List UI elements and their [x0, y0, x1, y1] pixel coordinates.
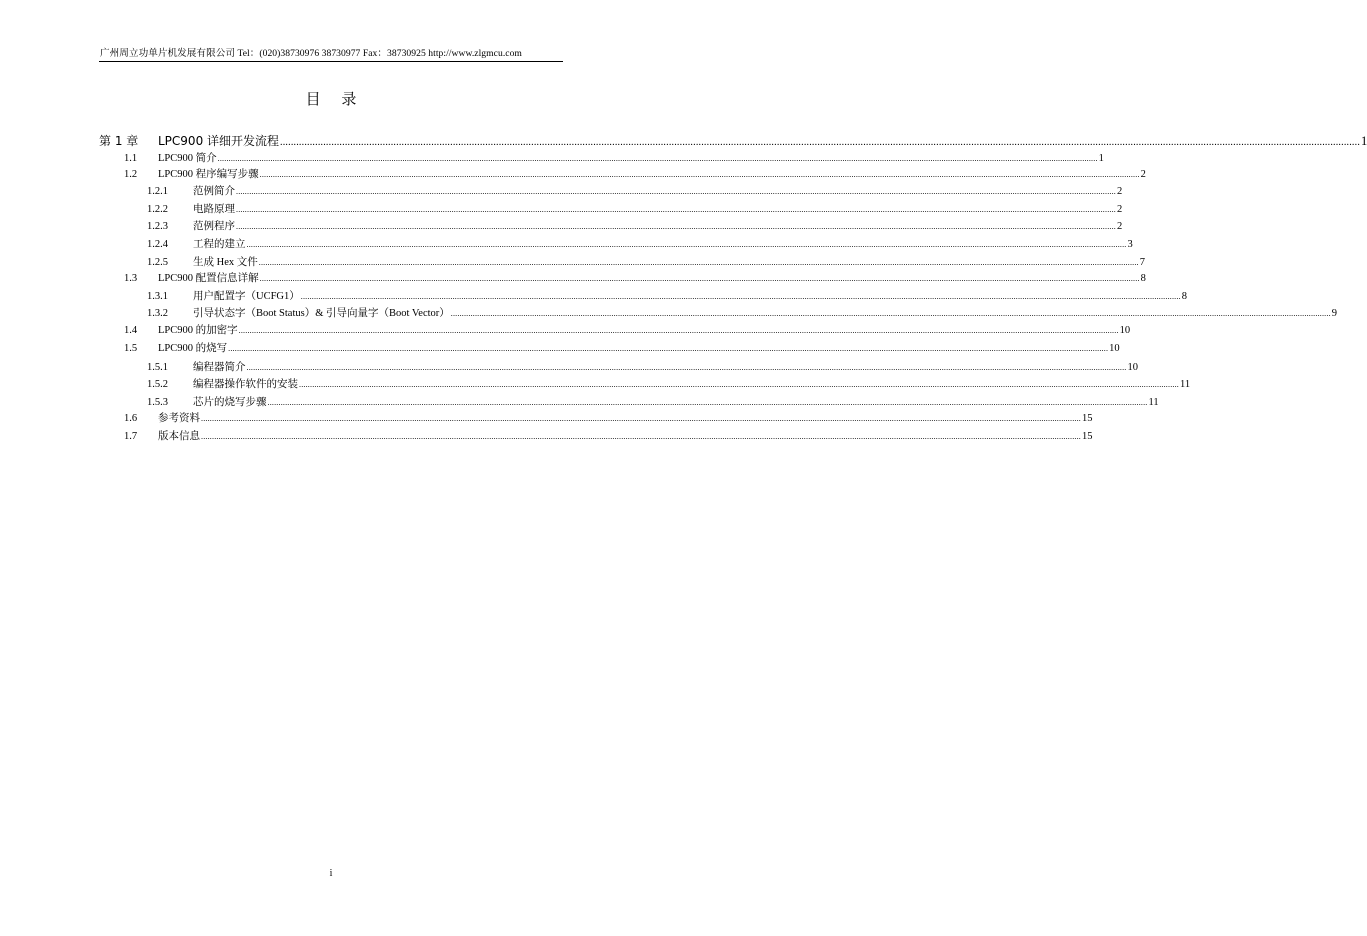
toc-leader-dots: ................................................................................................................................................................................................................................................................................................................................................................................................................ [259, 170, 1140, 179]
header-rule [99, 61, 563, 62]
toc-leader-dots: ................................................................................................................................................................................................................................................................................................................................................................................................................ [228, 344, 1109, 353]
toc-title: LPC900 的加密字 [158, 325, 238, 336]
toc-leader-dots: ................................................................................................................................................................................................................................................................................................................................................................................................................ [280, 137, 1361, 148]
toc-title: LPC900 简介 [158, 153, 217, 164]
toc-page-number: 3 [1127, 239, 1133, 250]
toc-page-number: 8 [1181, 291, 1188, 302]
toc-page-number: 8 [1140, 273, 1146, 284]
toc-number: 1.5 [124, 343, 138, 354]
toc-leader-dots: ................................................................................................................................................................................................................................................................................................................................................................................................................ [267, 398, 1148, 407]
toc-row[interactable] [0, 360, 1138, 376]
toc-leader-dots: ................................................................................................................................................................................................................................................................................................................................................................................................................ [236, 222, 1116, 231]
toc-number: 1.3.1 [147, 291, 168, 302]
toc-number: 1.1 [124, 153, 138, 164]
toc-number: 1.4 [124, 325, 138, 336]
toc-row[interactable] [0, 377, 1191, 393]
toc-number: 1.3 [124, 273, 138, 284]
toc-page-number: 2 [1117, 204, 1123, 215]
toc-number: 1.2.5 [147, 257, 168, 268]
page-number: i [329, 868, 333, 879]
toc-title: 引导状态字（Boot Status）& 引导向量字（Boot Vector） [193, 308, 450, 319]
toc-title: 工程的建立 [193, 239, 246, 250]
toc-page-number: 10 [1127, 362, 1138, 373]
toc-page-number: 11 [1148, 397, 1159, 408]
toc-row[interactable] [0, 202, 1123, 218]
toc-title: LPC900 程序编写步骤 [158, 169, 259, 180]
toc-page-number: 10 [1109, 343, 1120, 354]
toc-number: 1.2.2 [147, 204, 168, 215]
toc-number: 1.2.4 [147, 239, 168, 250]
toc-leader-dots: ................................................................................................................................................................................................................................................................................................................................................................................................................ [450, 309, 1331, 318]
toc-page-number: 1 [1361, 134, 1367, 148]
toc-row[interactable] [0, 271, 1146, 287]
toc-leader-dots: ................................................................................................................................................................................................................................................................................................................................................................................................................ [300, 292, 1181, 301]
toc-number: 1.5.2 [147, 379, 168, 390]
toc-page-number: 10 [1119, 325, 1131, 336]
toc-row[interactable] [0, 341, 1120, 357]
toc-row[interactable] [0, 411, 1093, 427]
toc-page-number: 7 [1139, 257, 1145, 268]
toc-row[interactable] [0, 323, 1131, 339]
toc-page-number: 2 [1140, 169, 1146, 180]
toc-row[interactable] [0, 429, 1093, 445]
toc-page-number: 9 [1331, 308, 1338, 319]
page-title: 目 录 [305, 90, 365, 108]
toc-number: 1.7 [124, 431, 138, 442]
toc-leader-dots: ................................................................................................................................................................................................................................................................................................................................................................................................................ [246, 240, 1127, 249]
toc-page-number: 15 [1082, 413, 1093, 424]
toc-row[interactable] [0, 255, 1145, 271]
toc-row[interactable] [0, 151, 1104, 167]
toc-number: 1.5.3 [147, 397, 168, 408]
toc-leader-dots: ................................................................................................................................................................................................................................................................................................................................................................................................................ [236, 187, 1116, 196]
toc-page-number: 2 [1117, 221, 1123, 232]
toc-page-number: 15 [1082, 431, 1093, 442]
toc-leader-dots: ................................................................................................................................................................................................................................................................................................................................................................................................................ [299, 380, 1179, 389]
toc-leader-dots: ................................................................................................................................................................................................................................................................................................................................................................................................................ [236, 205, 1116, 214]
toc-title: 范例程序 [193, 221, 235, 232]
toc-row[interactable] [0, 289, 1188, 305]
toc-leader-dots: ................................................................................................................................................................................................................................................................................................................................................................................................................ [201, 414, 1081, 423]
toc-title: 电路原理 [193, 204, 235, 215]
toc-number: 1.2.3 [147, 221, 168, 232]
toc-title: 编程器简介 [193, 362, 246, 373]
page-header: 广州周立功单片机发展有限公司 Tel：(020)38730976 38730977 Fax：38730925 http://www.zlgmcu.com [100, 48, 522, 59]
toc-title: 参考资料 [158, 413, 200, 424]
toc-chapter-row[interactable] [0, 131, 1367, 151]
toc-page-number: 2 [1117, 186, 1123, 197]
toc-row[interactable] [0, 306, 1338, 322]
toc-title: 编程器操作软件的安装 [193, 379, 298, 390]
toc-number: 1.2 [124, 169, 138, 180]
toc-number: 1.2.1 [147, 186, 168, 197]
toc-title: 用户配置字（UCFG1） [193, 291, 300, 302]
toc-title: 版本信息 [158, 431, 200, 442]
toc-number: 1.6 [124, 413, 138, 424]
toc-leader-dots: ................................................................................................................................................................................................................................................................................................................................................................................................................ [246, 363, 1127, 372]
toc-leader-dots: ................................................................................................................................................................................................................................................................................................................................................................................................................ [201, 432, 1081, 441]
toc-leader-dots: ................................................................................................................................................................................................................................................................................................................................................................................................................ [258, 258, 1139, 267]
toc-page-number: 1 [1098, 153, 1104, 164]
toc-title: LPC900 详细开发流程 [158, 134, 280, 148]
toc-title: LPC900 配置信息详解 [158, 273, 259, 284]
toc-leader-dots: ................................................................................................................................................................................................................................................................................................................................................................................................................ [259, 274, 1140, 283]
toc-title: 生成 Hex 文件 [193, 257, 258, 268]
toc-leader-dots: ................................................................................................................................................................................................................................................................................................................................................................................................................ [238, 326, 1119, 335]
toc-row[interactable] [0, 167, 1146, 183]
toc-row[interactable] [0, 184, 1123, 200]
toc-leader-dots: ................................................................................................................................................................................................................................................................................................................................................................................................................ [217, 154, 1098, 163]
toc-row[interactable] [0, 237, 1133, 253]
toc-number: 1.3.2 [147, 308, 168, 319]
toc-page-number: 11 [1180, 379, 1191, 390]
toc-row[interactable] [0, 395, 1159, 411]
toc-number: 1.5.1 [147, 362, 168, 373]
toc-row[interactable] [0, 219, 1123, 235]
toc-title: LPC900 的烧写 [158, 343, 228, 354]
toc-title: 芯片的烧写步骤 [193, 397, 267, 408]
toc-number: 第 1 章 [99, 134, 139, 148]
toc-title: 范例简介 [193, 186, 235, 197]
